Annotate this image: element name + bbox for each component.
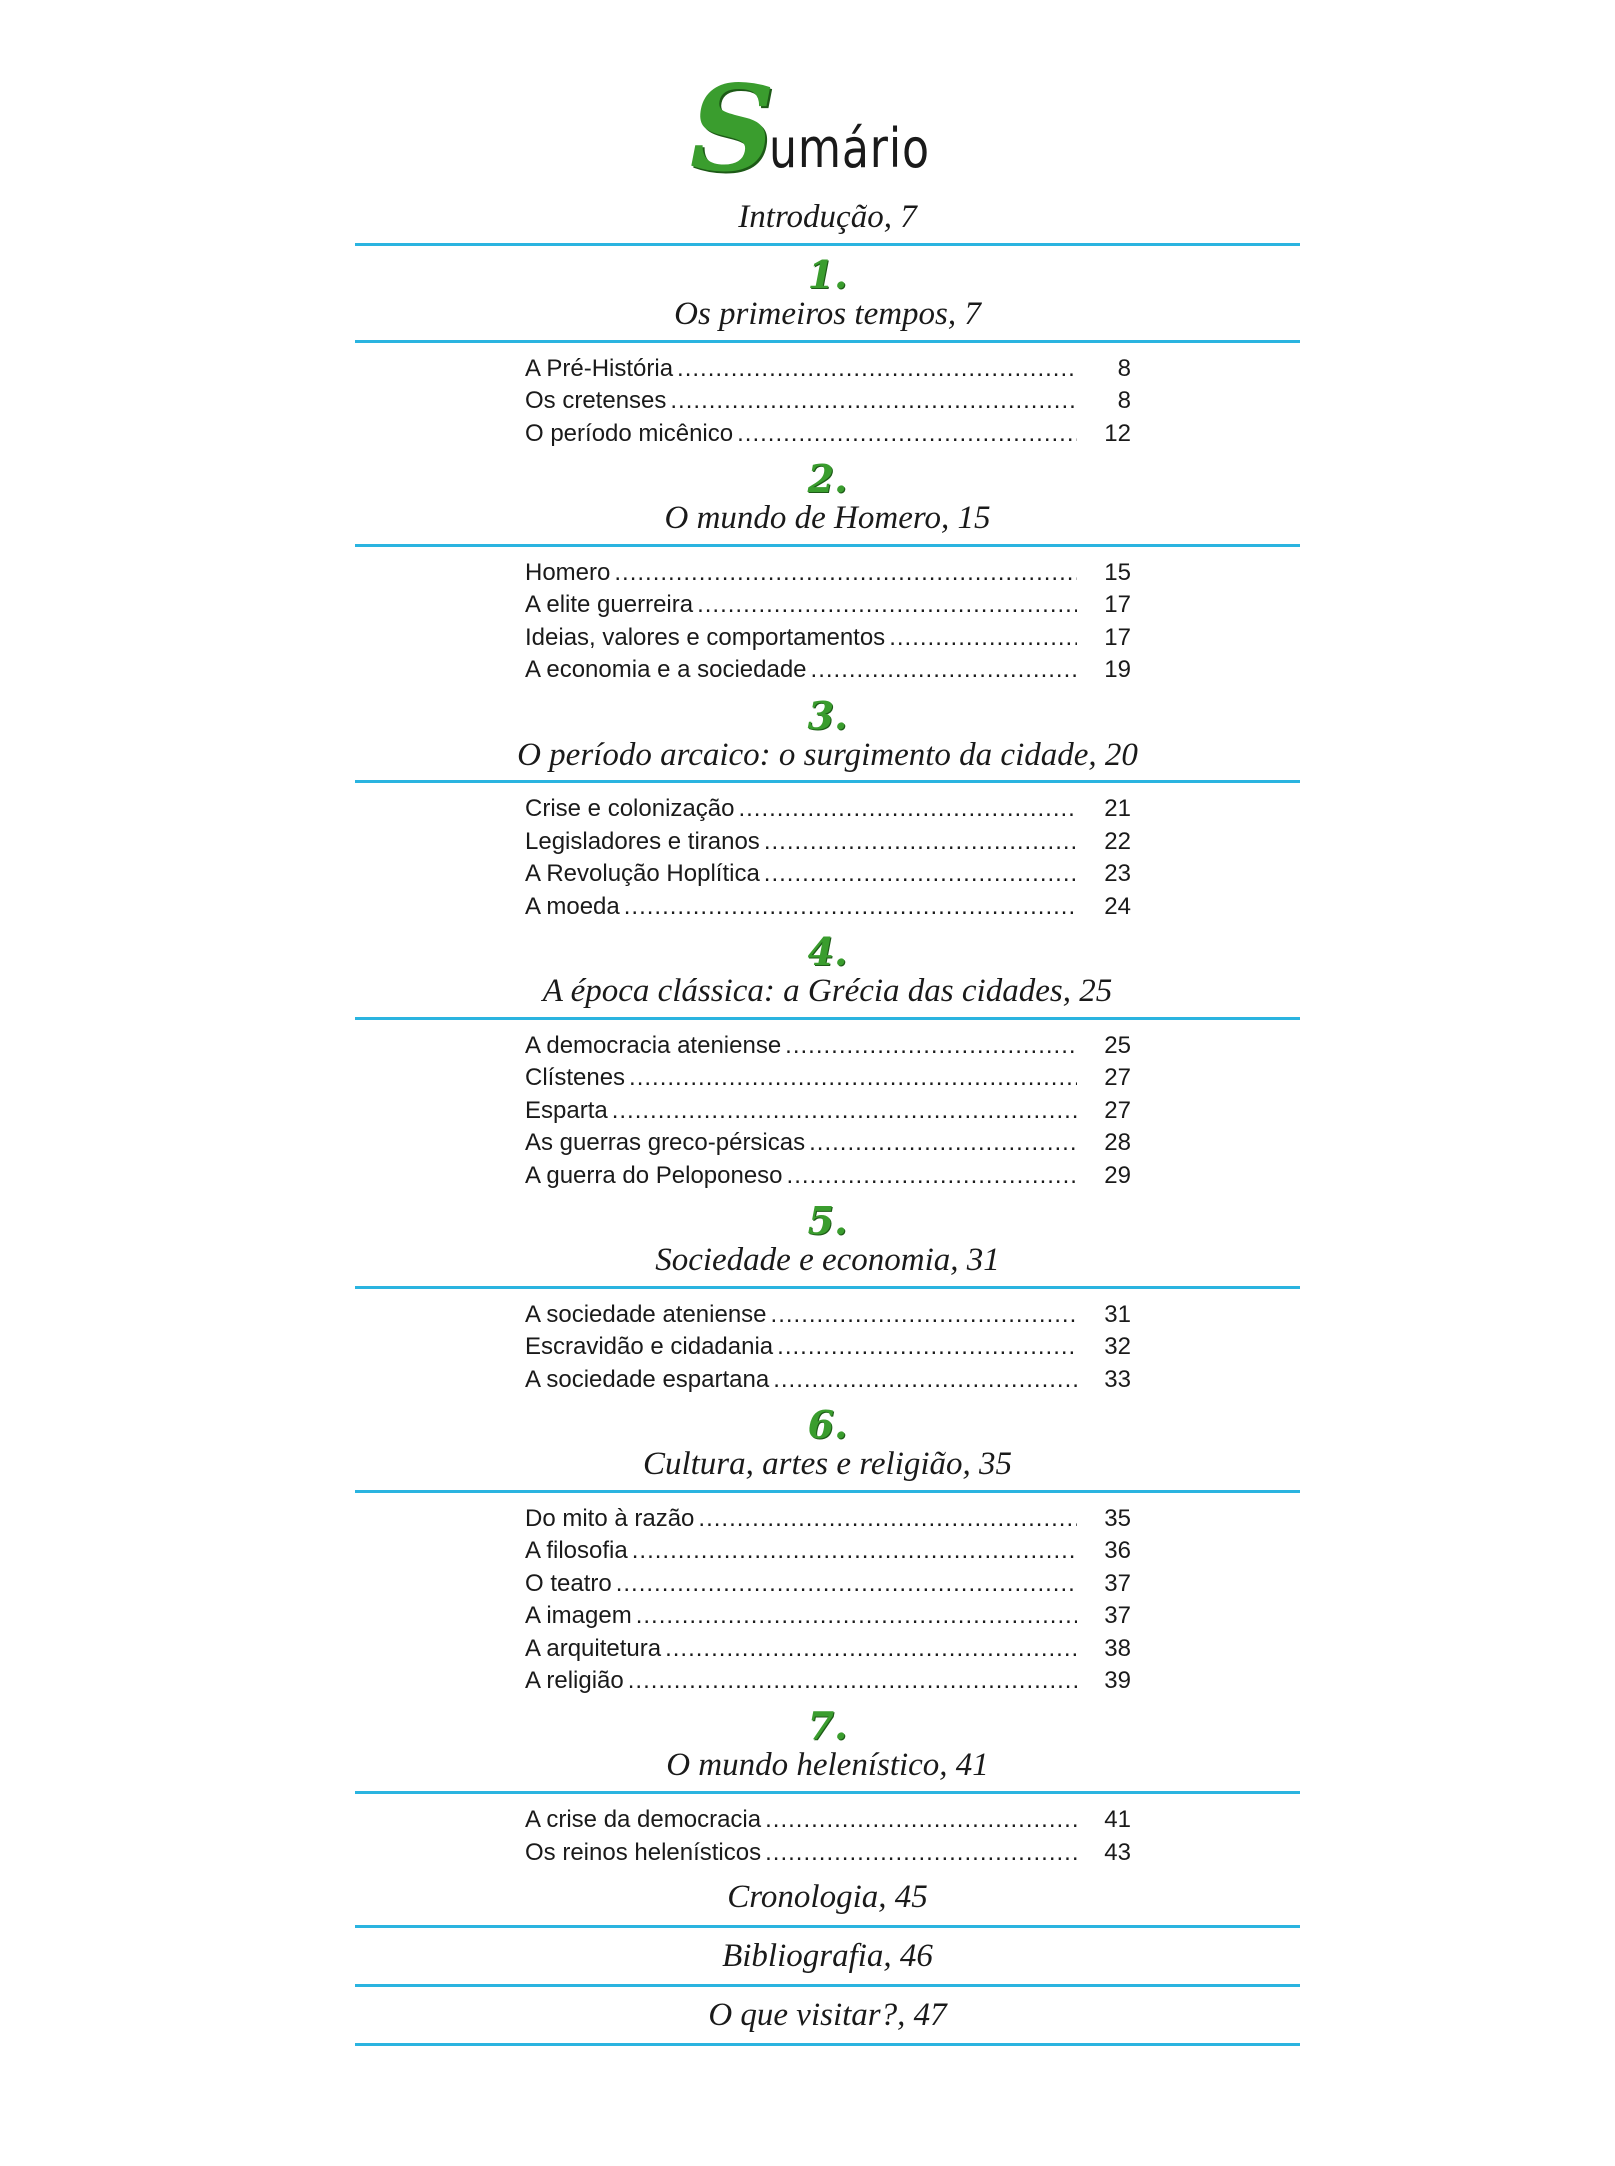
toc-entry-label: A filosofia [525, 1537, 628, 1565]
title-rest: umário [769, 117, 930, 180]
toc-entry-page: 31 [1104, 1300, 1131, 1328]
dot-leader [612, 1095, 1077, 1127]
toc-entry-page: 17 [1104, 591, 1131, 619]
toc-entry[interactable] [525, 418, 1131, 450]
toc-entry-page: 8 [1117, 387, 1131, 415]
toc-entry[interactable] [525, 1299, 1131, 1331]
dot-leader [677, 353, 1077, 385]
dot-leader [665, 1633, 1077, 1665]
page-title [355, 59, 1300, 198]
toc-entry[interactable] [525, 1535, 1131, 1567]
chapter-items [355, 353, 1300, 450]
table-of-contents [355, 59, 1300, 2046]
dot-leader [737, 418, 1077, 450]
chapter-items [355, 1503, 1300, 1697]
toc-entry[interactable] [525, 1331, 1131, 1363]
dot-leader [773, 1364, 1077, 1396]
chapter-number: 4. [807, 929, 848, 975]
chapter-title[interactable]: O período arcaico: o surgimento da cidade, 20 [355, 737, 1300, 784]
toc-entry-page: 21 [1104, 795, 1131, 823]
toc-entry-page: 19 [1104, 656, 1131, 684]
toc-entry-page: 29 [1104, 1161, 1131, 1189]
toc-entry-page: 24 [1104, 892, 1131, 920]
toc-entry-label: Clístenes [525, 1064, 626, 1092]
chapter-title[interactable]: Os primeiros tempos, 7 [355, 296, 1300, 343]
toc-entry-page: 36 [1104, 1537, 1131, 1565]
back-matter-heading[interactable]: Cronologia, 45 [355, 1869, 1300, 1928]
toc-entry[interactable] [525, 858, 1131, 890]
toc-entry[interactable] [525, 1503, 1131, 1535]
chapter-items [355, 793, 1300, 923]
chapter-block [355, 251, 1300, 450]
toc-entry[interactable] [525, 385, 1131, 417]
toc-entry-label: Homero [525, 558, 611, 586]
toc-entry-label: A guerra do Peloponeso [525, 1161, 783, 1189]
toc-entry-label: Crise e colonização [525, 795, 735, 823]
chapter-items [355, 1030, 1300, 1192]
toc-entry[interactable] [525, 353, 1131, 385]
toc-entry[interactable] [525, 654, 1131, 686]
toc-entry-page: 32 [1104, 1333, 1131, 1361]
dot-leader [697, 589, 1077, 621]
dot-leader [616, 1568, 1077, 1600]
chapter-block [355, 1197, 1300, 1396]
toc-entry-page: 28 [1104, 1129, 1131, 1157]
dot-leader [632, 1535, 1077, 1567]
toc-entry-label: A sociedade espartana [525, 1365, 770, 1393]
toc-entry-page: 22 [1104, 827, 1131, 855]
toc-entry[interactable] [525, 557, 1131, 589]
dot-leader [764, 826, 1077, 858]
chapter-block [355, 456, 1300, 687]
dot-leader [614, 557, 1077, 589]
toc-entry-label: Os reinos helenísticos [525, 1838, 762, 1866]
title-initial: S [689, 59, 776, 198]
toc-entry[interactable] [525, 1633, 1131, 1665]
dot-leader [636, 1600, 1077, 1632]
dot-leader [777, 1331, 1077, 1363]
toc-entry[interactable] [525, 1095, 1131, 1127]
toc-entry-label: Ideias, valores e comportamentos [525, 623, 886, 651]
toc-entry[interactable] [525, 1837, 1131, 1869]
dot-leader [785, 1030, 1077, 1062]
toc-entry-page: 41 [1104, 1806, 1131, 1834]
chapter-number: 5. [807, 1197, 848, 1243]
toc-entry-page: 12 [1104, 419, 1131, 447]
toc-entry-label: Esparta [525, 1096, 608, 1124]
toc-entry[interactable] [525, 1030, 1131, 1062]
dot-leader [765, 1804, 1077, 1836]
toc-entry-page: 25 [1104, 1031, 1131, 1059]
toc-entry-page: 17 [1104, 623, 1131, 651]
toc-entry[interactable] [525, 1364, 1131, 1396]
toc-entry[interactable] [525, 793, 1131, 825]
intro-heading[interactable]: Introdução, 7 [355, 199, 1300, 246]
toc-entry[interactable] [525, 1062, 1131, 1094]
toc-entry[interactable] [525, 589, 1131, 621]
dot-leader [764, 858, 1077, 890]
toc-entry-page: 27 [1104, 1096, 1131, 1124]
toc-entry-page: 37 [1104, 1569, 1131, 1597]
toc-entry-label: Do mito à razão [525, 1504, 695, 1532]
chapter-items [355, 557, 1300, 687]
dot-leader [624, 891, 1077, 923]
chapter-block [355, 929, 1300, 1192]
back-matter-heading[interactable]: O que visitar?, 47 [355, 1987, 1300, 2046]
chapter-block [355, 1703, 1300, 1869]
toc-entry-page: 43 [1104, 1838, 1131, 1866]
chapter-title[interactable]: Cultura, artes e religião, 35 [355, 1446, 1300, 1493]
chapter-title[interactable]: O mundo de Homero, 15 [355, 500, 1300, 547]
toc-entry-page: 8 [1117, 354, 1131, 382]
dot-leader [889, 622, 1077, 654]
toc-entry-page: 33 [1104, 1365, 1131, 1393]
toc-entry-label: A sociedade ateniense [525, 1300, 767, 1328]
dot-leader [628, 1665, 1077, 1697]
toc-entry-page: 23 [1104, 860, 1131, 888]
toc-entry-label: A elite guerreira [525, 591, 694, 619]
dot-leader [771, 1299, 1077, 1331]
toc-entry[interactable] [525, 1568, 1131, 1600]
toc-entry[interactable] [525, 1160, 1131, 1192]
dot-leader [811, 654, 1077, 686]
chapter-title[interactable]: Sociedade e economia, 31 [355, 1242, 1300, 1289]
chapter-number: 6. [807, 1402, 848, 1448]
dot-leader [787, 1160, 1077, 1192]
toc-entry-page: 15 [1104, 558, 1131, 586]
dot-leader [765, 1837, 1077, 1869]
chapter-number: 1. [807, 251, 848, 297]
toc-entry[interactable] [525, 1600, 1131, 1632]
chapter-list [355, 251, 1300, 1869]
chapter-number: 7. [807, 1703, 848, 1749]
toc-entry-label: Os cretenses [525, 387, 667, 415]
toc-entry-label: A religião [525, 1666, 624, 1694]
toc-entry[interactable] [525, 826, 1131, 858]
chapter-number: 3. [807, 692, 848, 738]
toc-entry-label: A imagem [525, 1602, 632, 1630]
toc-entry-label: As guerras greco-pérsicas [525, 1129, 806, 1157]
back-matter [355, 1869, 1300, 2046]
toc-entry-page: 27 [1104, 1064, 1131, 1092]
toc-entry-page: 38 [1104, 1634, 1131, 1662]
toc-entry[interactable] [525, 1127, 1131, 1159]
toc-entry-label: A moeda [525, 892, 620, 920]
chapter-number: 2. [807, 456, 848, 502]
dot-leader [670, 385, 1077, 417]
dot-leader [698, 1503, 1077, 1535]
toc-entry-label: A arquitetura [525, 1634, 662, 1662]
back-matter-heading[interactable]: Bibliografia, 46 [355, 1928, 1300, 1987]
toc-entry-page: 37 [1104, 1602, 1131, 1630]
toc-entry-page: 39 [1104, 1666, 1131, 1694]
toc-entry-label: Legisladores e tiranos [525, 827, 760, 855]
dot-leader [809, 1127, 1077, 1159]
toc-entry-label: O teatro [525, 1569, 612, 1597]
chapter-block [355, 1402, 1300, 1697]
toc-entry-label: A democracia ateniense [525, 1031, 782, 1059]
toc-entry-label: A Pré-História [525, 354, 674, 382]
dot-leader [738, 793, 1077, 825]
toc-entry[interactable] [525, 891, 1131, 923]
toc-entry-label: A crise da democracia [525, 1806, 762, 1834]
chapter-title[interactable]: O mundo helenístico, 41 [355, 1747, 1300, 1794]
toc-entry-label: Escravidão e cidadania [525, 1333, 774, 1361]
toc-entry[interactable] [525, 1665, 1131, 1697]
dot-leader [629, 1062, 1077, 1094]
toc-entry[interactable] [525, 622, 1131, 654]
chapter-items [355, 1299, 1300, 1396]
toc-entry-label: A Revolução Hoplítica [525, 860, 760, 888]
chapter-items [355, 1804, 1300, 1869]
toc-entry-page: 35 [1104, 1504, 1131, 1532]
toc-entry-label: A economia e a sociedade [525, 656, 807, 684]
chapter-block [355, 692, 1300, 924]
toc-entry[interactable] [525, 1804, 1131, 1836]
chapter-title[interactable]: A época clássica: a Grécia das cidades, 25 [355, 973, 1300, 1020]
toc-entry-label: O período micênico [525, 419, 734, 447]
